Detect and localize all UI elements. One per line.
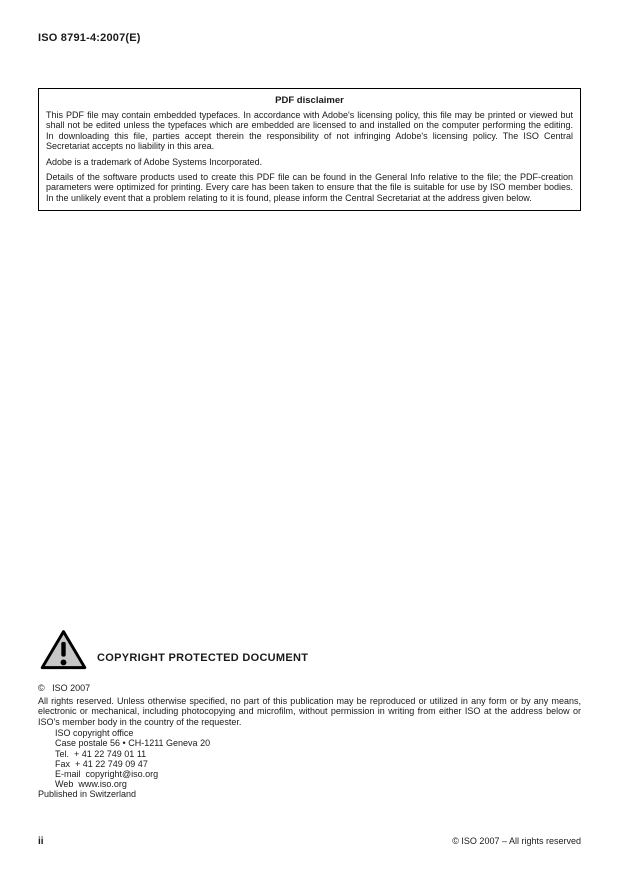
published-in-switzerland-line: Published in Switzerland	[38, 789, 137, 799]
disclaimer-paragraph-3: Details of the software products used to create this PDF file can be found in the General Info relative to the file; the PDF-creation parameters were optimized for printing. Every care has been taken to ensure that the file is suitable for use by ISO member bodies. In the unlikely event that a problem relating to it is found, please inform the Central Secretariat at the address given below.	[46, 172, 573, 203]
address-line-office: ISO copyright office	[55, 728, 134, 738]
address-line-web: Web www.iso.org	[55, 779, 127, 790]
disclaimer-title: PDF disclaimer	[275, 95, 344, 106]
footer-page-number: ii	[38, 836, 44, 847]
all-rights-reserved-paragraph: All rights reserved. Unless otherwise specified, no part of this publication may be reproduced or utilized in any form or by any means, electronic or mechanical, including photocopying and microfilm, without permission in writing from either ISO at the address below or ISO's member body in the country of the requester.	[38, 696, 581, 727]
address-line-fax: Fax + 41 22 749 09 47	[55, 758, 148, 769]
document-number-header: ISO 8791-4:2007(E)	[38, 32, 141, 44]
address-line-postal: Case postale 56 • CH-1211 Geneva 20	[55, 738, 211, 749]
disclaimer-paragraph-1: This PDF file may contain embedded typefaces. In accordance with Adobe's licensing policy, this file may be printed or viewed but shall not be edited unless the typefaces which are embedded are licensed to and installed on the computer performing the editing. In downloading this file, parties accept therein the responsibility of not infringing Adobe's licensing policy. The ISO Central Secretariat accepts no liability in this area.	[46, 110, 573, 152]
copyright-protected-heading: COPYRIGHT PROTECTED DOCUMENT	[97, 652, 309, 664]
footer-copyright-notice: © ISO 2007 – All rights reserved	[452, 836, 581, 846]
pdf-disclaimer-box	[38, 88, 581, 211]
disclaimer-paragraph-2: Adobe is a trademark of Adobe Systems Incorporated.	[46, 156, 263, 167]
copyright-year-line: © ISO 2007	[38, 683, 91, 693]
page-footer	[38, 836, 581, 847]
iso-address-block	[55, 728, 210, 790]
warning-triangle-icon	[40, 629, 87, 671]
address-line-tel: Tel. + 41 22 749 01 11	[55, 748, 147, 759]
address-line-email: E-mail copyright@iso.org	[55, 769, 159, 780]
